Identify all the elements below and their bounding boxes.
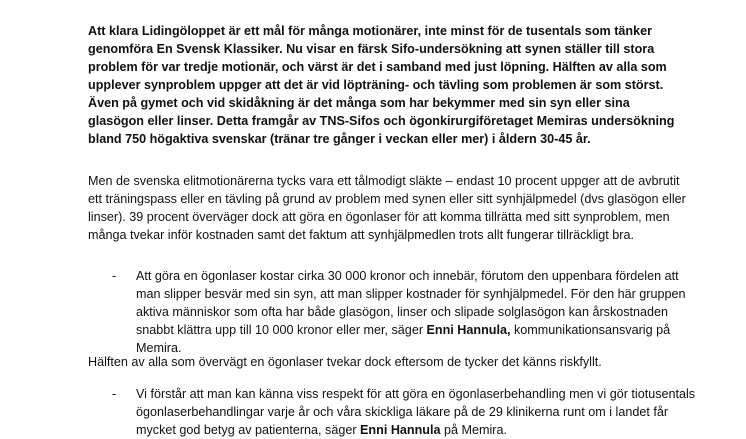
body-paragraph-1: Men de svenska elitmotionärerna tycks vara ett tålmodigt släkte – endast 10 procent uppger att de avbrutit ett träningspass eller en tävling på grund av problem med synen eller sitt synhjälpmedel (dvs glasögon eller linser). 39 procent överväger dock att göra en ögonlaser för att komma tillrätta med sitt synproblem, men många tvekar inför kostnaden samt det faktum att synhjälpmedlen trots allt fungerar tillräckligt bra. — [88, 174, 686, 242]
intro-paragraph: Att klara Lidingöloppet är ett mål för många motionärer, inte minst för de tusentals som tänker genomföra En Svensk Klassiker. Nu visar en färsk Sifo-undersökning att synen ställer till stora problem för var tredje motionär, och värst är det i samband med just löpning. Hälften av alla som upplever synproblem uppger att det är vid löpträning- och tävling som problemen är som störst. Även på gymet och vid skidåkning är det många som har bekymmer med sin syn eller sina glasögon eller linser. Detta framgår av TNS-Sifos och ögonkirurgiföretaget Memiras undersökning bland 750 högaktiva svenskar (tränar tre gånger i veckan eller mer) i åldern 30-45 år. — [88, 24, 675, 146]
quote-role: kommunikationsansvarig på Memira. — [136, 323, 671, 355]
body-paragraph-2: Hälften av alla som övervägt en ögonlaser tvekar dock eftersom de tycker det känns riskfyllt. — [88, 355, 602, 369]
bullet-marker: - — [112, 269, 117, 283]
quote-speaker: Enni Hannula, — [426, 323, 511, 337]
quote-body: Vi förstår att man kan känna viss respekt för att göra en ögonlaserbehandling men vi gör tiotusentals ögonlaserbehandlingar varje år och våra skickliga läkare på de 29 klinikerna runt om i landet får mycket god betyg av patienterna, säger — [136, 387, 696, 437]
quote-text-2 — [136, 385, 696, 439]
bullet-marker: - — [112, 387, 117, 401]
quote-speaker: Enni Hannula — [360, 423, 441, 437]
quote-role: på Memira. — [444, 423, 507, 437]
quote-body: Att göra en ögonlaser kostar cirka 30 000 kronor och innebär, förutom den uppenbara fördelen att man slipper besvär med sin syn, att man slipper kostnader för synhjälpmedel. För den här gruppen aktiva människor som ofta har både glasögon, linser och slipade solglasögon kan årskostnaden snabbt klättra upp till 10 000 kronor eller mer, säger — [136, 269, 686, 337]
quote-text-1 — [136, 267, 696, 357]
